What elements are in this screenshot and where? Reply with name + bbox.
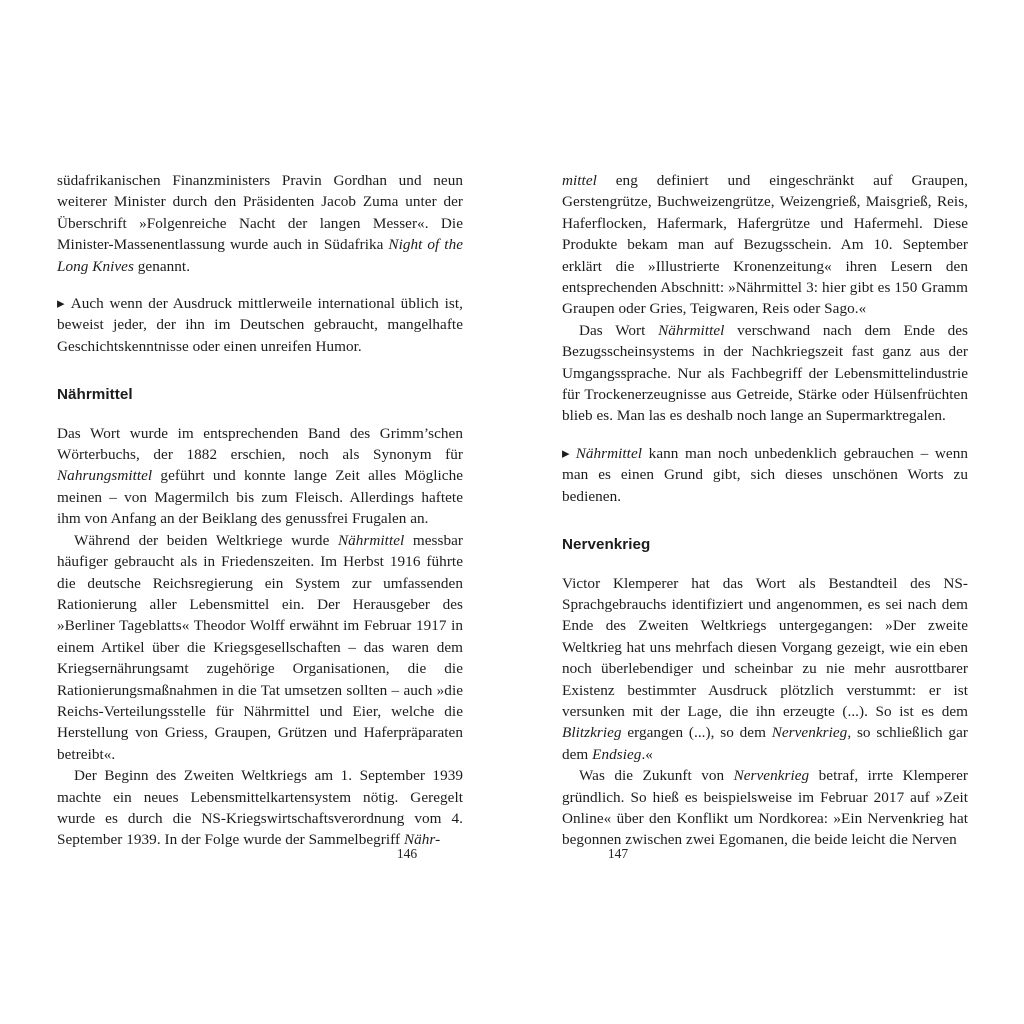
page-number-right: 147 (607, 846, 629, 861)
body-text: kann man noch unbedenklich gebrauchen – wenn man es einen Grund gibt, sich dieses unschönen Worts zu bedienen. (562, 444, 968, 505)
paragraph (57, 765, 463, 851)
italic-term: mittel (562, 172, 597, 189)
italic-term: Nervenkrieg (771, 724, 848, 742)
body-text: Nährmittel (57, 386, 133, 404)
paragraph (57, 530, 463, 765)
body-text: geführt und konnte lange Zeit alles Mögliche meinen – von Magermilch bis zum Fleisch. Allerdings haftete ihm von Anfang an der Beiklang des genussfrei Frugalen an. (57, 467, 463, 528)
body-text: betraf, irrte Klemperer gründlich. So hieß es beispielsweise im Februar 2017 auf »Zeit Online« über den Konflikt um Nordkorea: »Ein Nervenkrieg hat begonnen zwischen zwei Egomanen, die beide leicht die Nerven (562, 767, 968, 849)
body-text: südafrikanischen Finanzministers Pravin Gordhan und neun weiterer Minister durch den Präsidenten Jacob Zuma unter der Überschrift »Folgenreiche Nacht der langen Messer«. Die Minister-Massenentlassung wurde auch in Südafrika (57, 172, 463, 254)
italic-term: Endsieg (592, 745, 642, 763)
italic-term: Nährmittel (575, 444, 643, 462)
body-text: Das Wort (579, 321, 659, 339)
book-page-right (512, 0, 1024, 1024)
body-text: , so schließlich gar dem (562, 724, 968, 763)
body-text: Das Wort wurde im entsprechenden Band des Grimm’schen Wörterbuchs, der 1882 erschien, noch als Synonym für (57, 424, 463, 464)
body-text: genannt. (133, 257, 191, 275)
italic-term: Nährmittel (337, 531, 405, 549)
italic-term: Nahrungsmittel (57, 467, 153, 485)
usage-note-paragraph (57, 293, 463, 357)
body-text: verschwand nach dem Ende des Bezugsscheinsystems in der Nachkriegszeit fast ganz aus der Umgangssprache. Nur als Fachbegriff der Lebensmittelindustrie für Trockenerzeugnisse aus Getreide, Stärke oder Hülsenfrüchten blieb es. Man las es deshalb noch lange an Supermarktregalen. (562, 321, 968, 425)
text-column (562, 170, 968, 851)
paragraph (562, 170, 968, 320)
body-text: eng definiert und eingeschränkt auf Graupen, Gerstengrütze, Buchweizengrütze, Weizengrieß, Maisgrieß, Reis, Haferflocken, Hafermark, Hafergrütze und Hafermehl. Diese Produkte bekam man auf Bezugsschein. Am 10. September erklärt die »Illustrierte Kronenzeitung« ihren Lesern den entsprechenden Abschnitt: »Nährmittel 3: hier gibt es 150 Gramm Graupen oder Gries, Teigwaren, Reis oder Sago.« (562, 172, 968, 318)
body-text: ergangen (...), so dem (621, 724, 772, 742)
note-triangle-icon: ▸ (57, 295, 65, 313)
italic-term: Nähr- (403, 831, 441, 849)
paragraph (562, 320, 968, 427)
usage-note-paragraph (562, 443, 968, 507)
italic-term: Night of the Long Knives (57, 236, 464, 275)
paragraph (57, 423, 463, 530)
entry-heading (57, 384, 463, 405)
paragraph (57, 170, 463, 277)
body-text: Der Beginn des Zweiten Weltkriegs am 1. September 1939 machte ein neues Lebensmittelkartensystem nötig. Geregelt wurde es durch die NS-Kriegswirtschaftsverordnung vom 4. September 1939. In der Folge wurde der Sammelbegriff (57, 767, 463, 849)
italic-term: Blitzkrieg (562, 724, 622, 742)
entry-heading (562, 534, 968, 555)
italic-term: Nervenkrieg (733, 767, 810, 785)
body-text: Victor Klemperer hat das Wort als Bestandteil des NS-Sprachgebrauchs identifiziert und angenommen, es sei nach dem Ende des Zweiten Weltkriegs untergegangen: »Der zweite Weltkrieg hat uns mehrfach diesen Vorgang gezeigt, wie ein eben noch überlebendiger und scheinbar zu nie mehr ausrottbarer Existenz bestimmter Ausdruck plötzlich verstummt: er ist versunken mit der Lage, die ihn erzeugte (...). So ist es dem (562, 574, 968, 720)
italic-term: Nährmittel (658, 321, 725, 339)
body-text: Nervenkrieg (562, 536, 651, 554)
text-column (57, 170, 463, 851)
page-number-left: 146 (396, 846, 418, 861)
paragraph (562, 765, 968, 851)
body-text: Während der beiden Weltkriege wurde (74, 531, 338, 549)
body-text: Was die Zukunft von (579, 767, 734, 785)
body-text: messbar häufiger gebraucht als in Friedenszeiten. Im Herbst 1916 führte die deutsche Reichsregierung ein System zur umfassenden Rationierung aller Lebensmittel ein. Der Herausgeber des »Berliner Tageblatts« Theodor Wolff erwähnt im Februar 1917 in einem Artikel über die Kriegsgesellschaften – das waren dem Kriegsernährungsamt zugehörige Organisationen, die die Rationierungsmaßnahmen in die Tat umsetzen sollten – auch »die Reichs-Verteilungsstelle für Nährmittel und Eier, welche die Herstellung von Griess, Graupen, Grützen und Haferpräparaten betreibt«. (57, 531, 463, 763)
paragraph (562, 573, 968, 766)
body-text: Auch wenn der Ausdruck mittlerweile international üblich ist, beweist jeder, der ihn im Deutschen gebraucht, mangelhafte Geschichtskenntnisse oder einen unreifen Humor. (57, 295, 463, 355)
body-text: .« (641, 745, 653, 763)
note-triangle-icon: ▸ (562, 444, 570, 462)
